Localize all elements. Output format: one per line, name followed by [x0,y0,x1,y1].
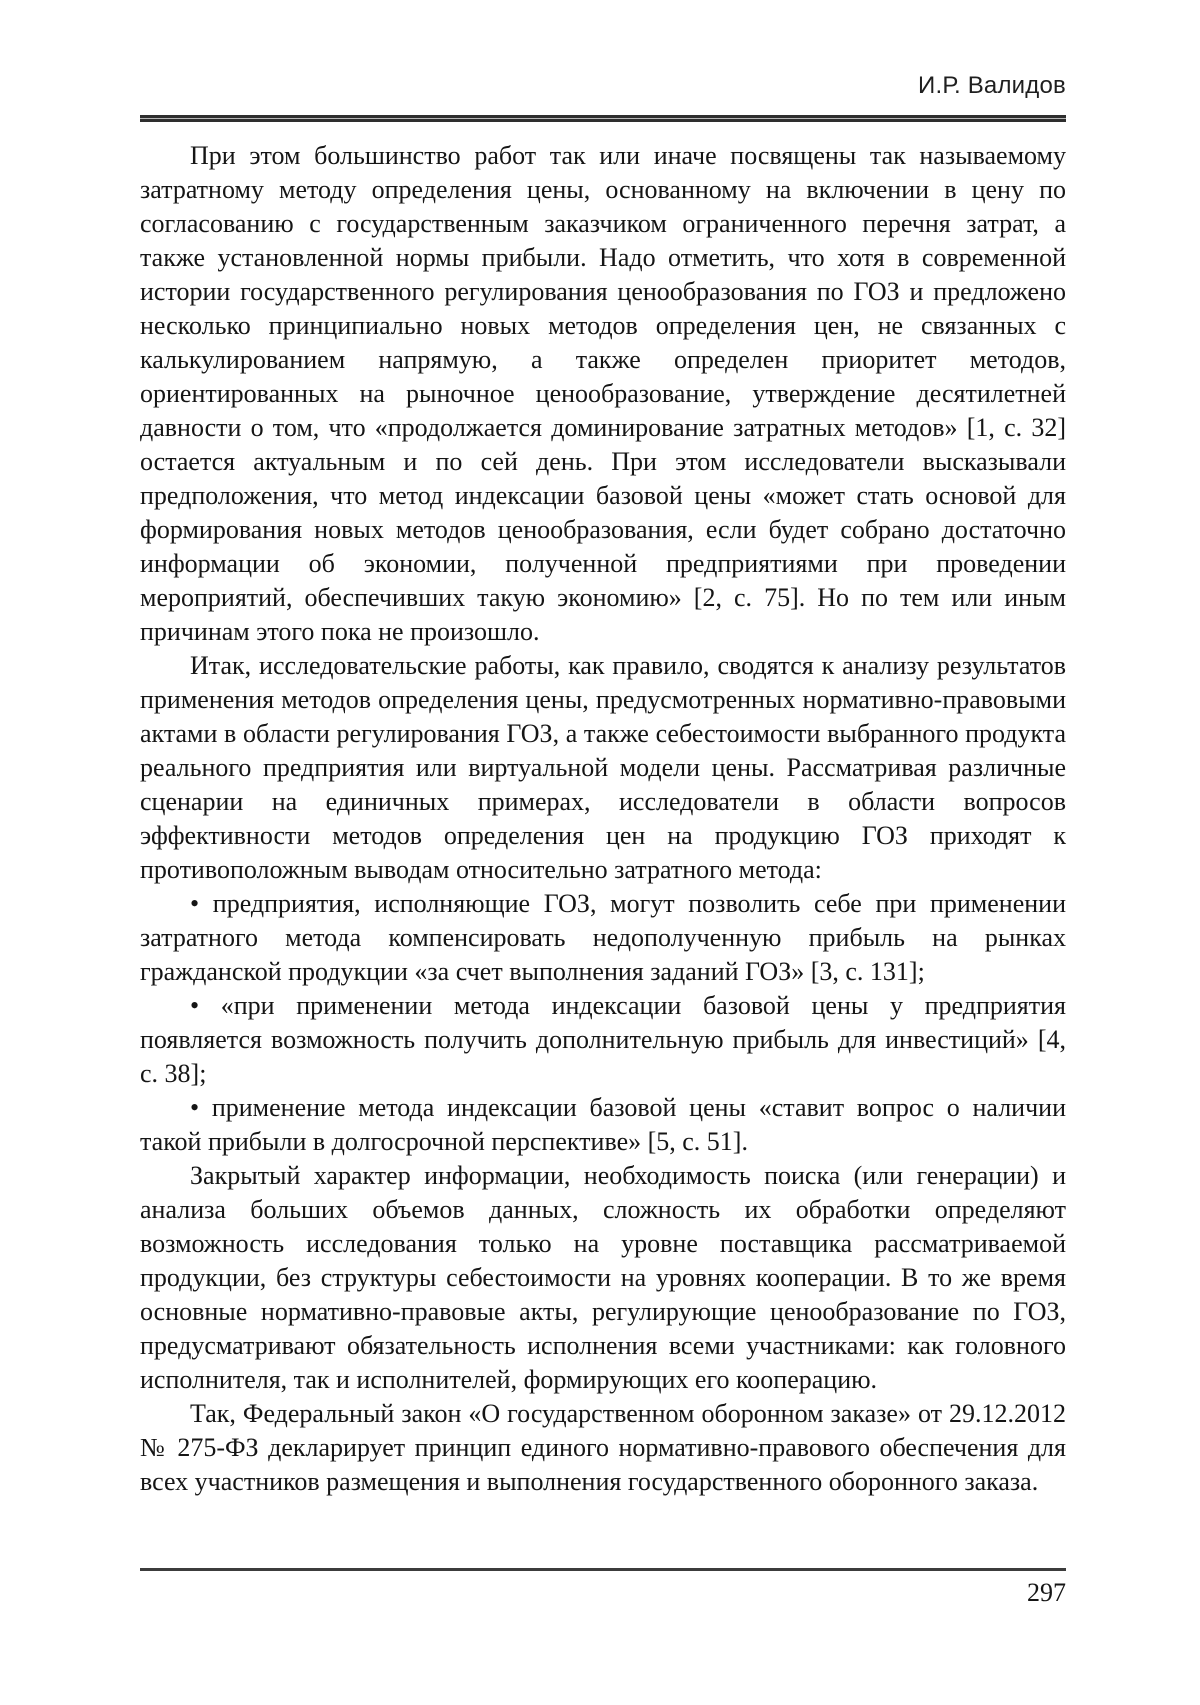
document-body [140,139,1066,1499]
page-number: 297 [1027,1578,1066,1607]
footer-rule [140,1568,1066,1571]
paragraph: Так, Федеральный закон «О государственном оборонном заказе» от 29.12.2012 № 275-ФЗ декларирует принцип единого нормативно-правового обеспечения для всех участников размещения и выполнения государственного оборонного заказа. [140,1399,1066,1496]
running-head-author: И.Р. Валидов [918,72,1066,99]
paragraph: При этом большинство работ так или иначе посвящены так называемому затратному методу определения цены, основанному на включении в цену по согласованию с государственным заказчиком ограниченного перечня затрат, а также установленной нормы прибыли. Надо отметить, что хотя в современной истории государственного регулирования ценообразования по ГОЗ и предложено несколько принципиально новых методов определения цен, не связанных с калькулированием напрямую, а также определен приоритет методов, ориентированных на рыночное ценообразование, утверждение десятилетней давности о том, что «продолжается доминирование затратных методов» [1, с. 32] остается актуальным и по сей день. При этом исследователи высказывали предположения, что метод индексации базовой цены «может стать основой для формирования новых методов ценообразования, если будет собрано достаточно информации об экономии, полученной предприятиями при проведении мероприятий, обеспечивших такую экономию» [2, с. 75]. Но по тем или иным причинам этого пока не произошло. [140,141,1066,646]
paragraph: Итак, исследовательские работы, как правило, сводятся к анализу результатов применения методов определения цены, предусмотренных нормативно-правовыми актами в области регулирования ГОЗ, а также себестоимости выбранного продукта реального предприятия или виртуальной модели цены. Рассматривая различные сценарии на единичных примерах, исследователи в области вопросов эффективности методов определения цен на продукцию ГОЗ приходят к противоположным выводам относительно затратного метода: [140,651,1066,884]
paragraph: Закрытый характер информации, необходимость поиска (или генерации) и анализа больших объемов данных, сложность их обработки определяют возможность исследования только на уровне поставщика рассматриваемой продукции, без структуры себестоимости на уровнях кооперации. В то же время основные нормативно-правовые акты, регулирующие ценообразование по ГОЗ, предусматривают обязательность исполнения всеми участниками: как головного исполнителя, так и исполнителей, формирующих его кооперацию. [140,1161,1066,1394]
bullet-paragraph: • применение метода индексации базовой цены «ставит вопрос о наличии такой прибыли в долгосрочной перспективе» [5, с. 51]. [140,1093,1066,1156]
header-rule [140,115,1066,122]
bullet-paragraph: • предприятия, исполняющие ГОЗ, могут позволить себе при применении затратного метода компенсировать недополученную прибыль на рынках гражданской продукции «за счет выполнения заданий ГОЗ» [3, с. 131]; [140,889,1066,986]
bullet-paragraph: • «при применении метода индексации базовой цены у предприятия появляется возможность получить дополнительную прибыль для инвестиций» [4, с. 38]; [140,991,1066,1088]
